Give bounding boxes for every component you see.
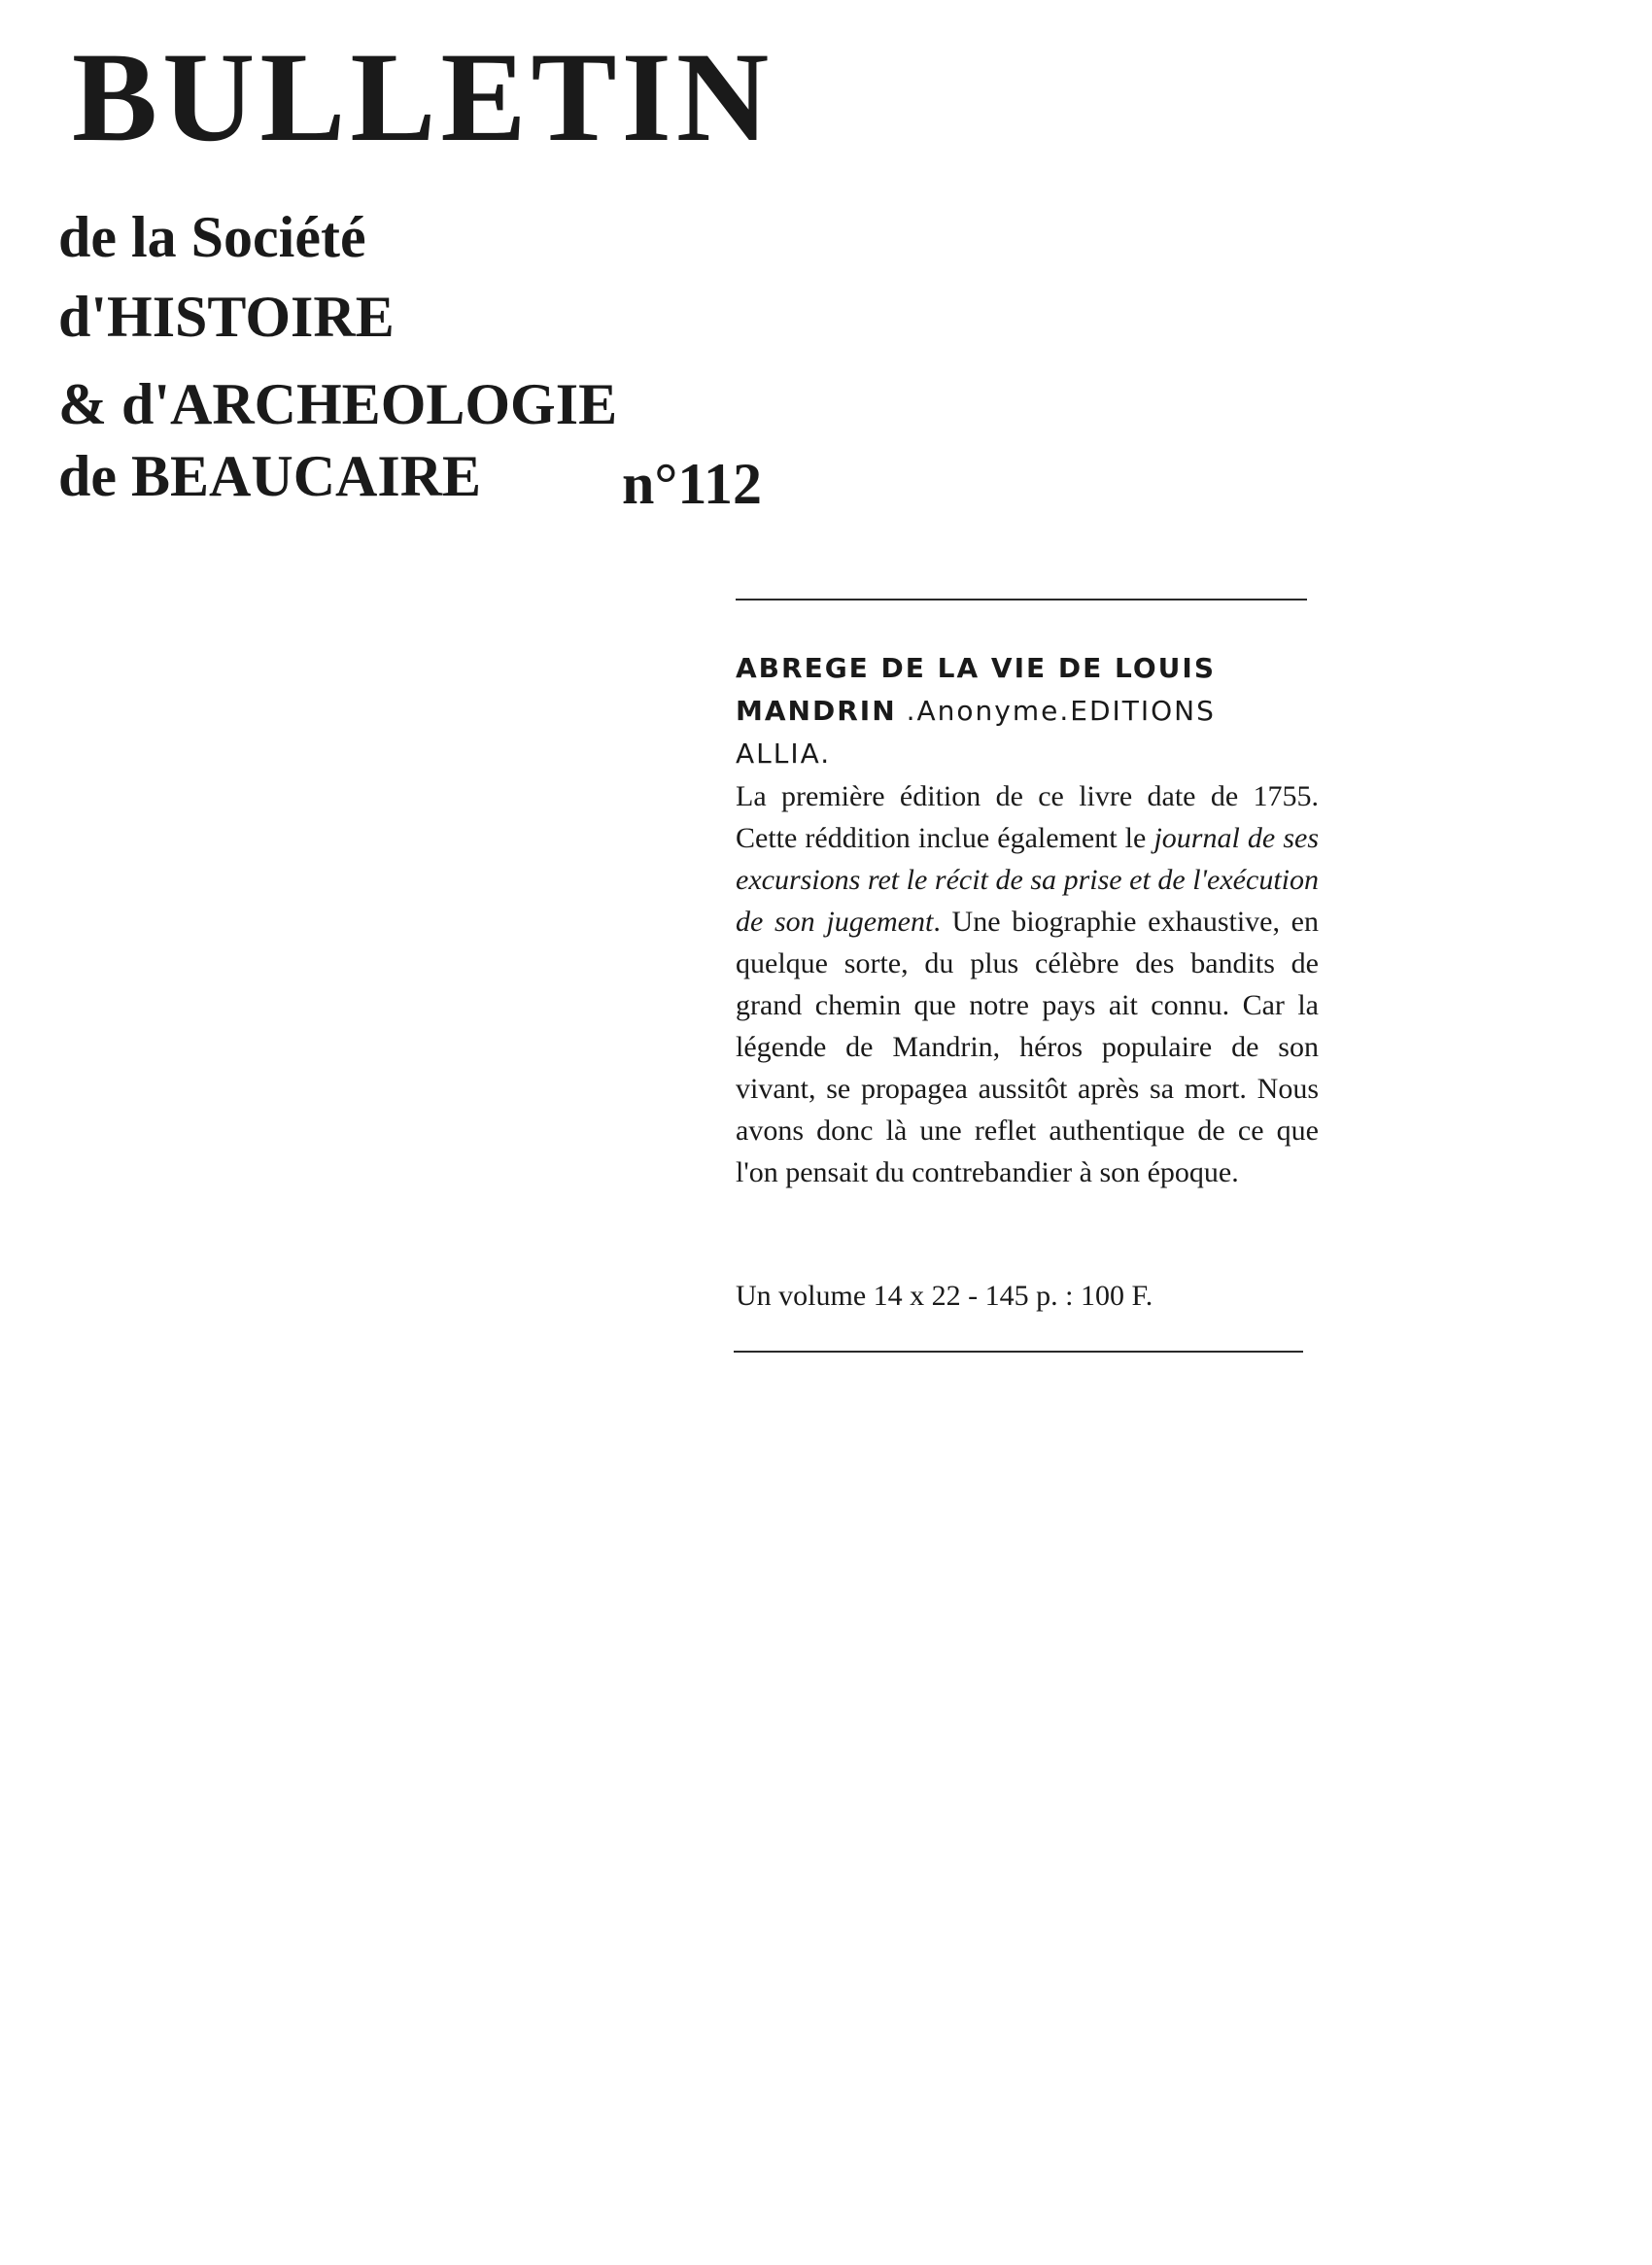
issue-number: n°112 [622,452,763,516]
review-italic-title: journal de ses excursions ret le récit de sa prise et de l'exécution de son jugement [736,822,1319,938]
bottom-divider [734,1351,1303,1353]
review-price-line: Un volume 14 x 22 - 145 p. : 100 F. [736,1280,1153,1312]
book-title: ABREGE DE LA VIE DE LOUIS MANDRIN [736,652,1216,727]
review-text: . Une biographie exhaustive, en quelque sorte, du plus célèbre des bandits de grand chemin que notre pays ait connu. Car la légende de Mandrin, héros populaire de son vivant, se propagea aussitôt après sa mort. Nous avons donc là une reflet authentique de ce que l'on pensait du contrebandier à son époque. [736,906,1319,1188]
history-line: d'HISTOIRE [58,285,395,349]
book-review [736,583,1319,1360]
review-heading [736,647,1319,775]
town-line: de BEAUCAIRE [58,444,482,508]
society-line: de la Société [58,205,366,269]
top-divider [736,599,1307,601]
bulletin-title: BULLETIN [72,25,774,168]
review-intro: La première édition de ce livre date de 1755. Cette réddition inclue également le [736,780,1319,854]
book-publisher: .Anonyme.EDITIONS ALLIA. [736,695,1216,770]
archeology-line: & d'ARCHEOLOGIE [58,372,618,436]
review-body [736,775,1319,1193]
masthead [0,0,875,544]
